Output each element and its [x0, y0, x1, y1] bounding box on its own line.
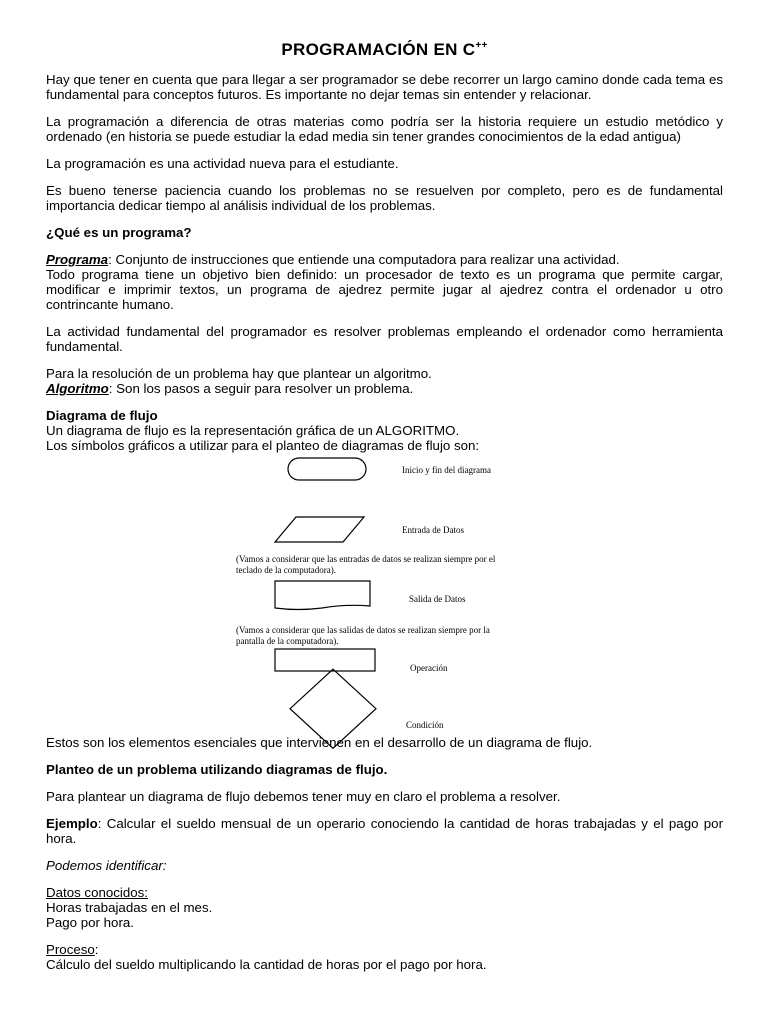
- diagrama-after: Estos son los elementos esenciales que intervienen en el desarrollo de un diagrama de flujo.: [46, 735, 593, 750]
- note-entrada-line2: teclado de la computadora).: [236, 565, 336, 575]
- label-operacion: Operación: [410, 663, 448, 673]
- flowchart-symbols-svg: [46, 453, 723, 730]
- label-salida: Salida de Datos: [409, 594, 466, 604]
- title-superscript: ++: [475, 40, 488, 51]
- ejemplo-paragraph: [46, 816, 723, 846]
- programa-explanation: Todo programa tiene un objetivo bien definido: un procesador de texto es un programa que permite cargar, modificar e imprimir textos, un programa de ajedrez permite jugar al ajedrez contra el ordenador u otro contrincante humano.: [46, 267, 723, 312]
- algoritmo-definition: [46, 381, 723, 396]
- ejemplo-text: : Calcular el sueldo mensual de un operario conociendo la cantidad de horas trabajadas y el pago por hora.: [46, 816, 723, 846]
- proceso-label: Proceso: [46, 942, 95, 957]
- algoritmo-term: Algoritmo: [46, 381, 109, 396]
- section-heading-que-es: ¿Qué es un programa?: [46, 225, 192, 240]
- dato-pago: Pago por hora.: [46, 915, 134, 930]
- datos-conocidos-label: Datos conocidos:: [46, 885, 148, 900]
- planteo-paragraph: Para plantear un diagrama de flujo debemos tener muy en claro el problema a resolver.: [46, 789, 561, 804]
- proceso-text: Cálculo del sueldo multiplicando la cantidad de horas por el pago por hora.: [46, 957, 487, 972]
- flowchart-symbols-figure: [46, 453, 723, 730]
- intro-paragraph-3: La programación es una actividad nueva para el estudiante.: [46, 156, 399, 171]
- page-title: [46, 40, 723, 60]
- section-heading-planteo: Planteo de un problema utilizando diagramas de flujo.: [46, 762, 388, 777]
- label-condicion: Condición: [406, 720, 444, 730]
- activity-paragraph: La actividad fundamental del programador es resolver problemas empleando el ordenador como herramienta fundamental.: [46, 324, 723, 354]
- process-rectangle-symbol: [275, 649, 375, 671]
- diagrama-line-2: Los símbolos gráficos a utilizar para el planteo de diagramas de flujo son:: [46, 438, 480, 453]
- proceso-label-line: [46, 942, 723, 957]
- terminal-symbol: [288, 458, 366, 480]
- label-inicio: Inicio y fin del diagrama: [402, 465, 491, 475]
- document-page: [46, 40, 723, 972]
- ejemplo-label: Ejemplo: [46, 816, 98, 831]
- programa-definition: [46, 252, 723, 267]
- programa-term: Programa: [46, 252, 109, 267]
- intro-paragraph-1: Hay que tener en cuenta que para llegar a ser programador se debe recorrer un largo camino donde cada tema es fundamental para conceptos futuros. Es importante no dejar temas sin entender y relacionar.: [46, 72, 723, 102]
- dato-horas: Horas trabajadas en el mes.: [46, 900, 213, 915]
- resolution-paragraph: Para la resolución de un problema hay que plantear un algoritmo.: [46, 366, 432, 381]
- intro-paragraph-4: Es bueno tenerse paciencia cuando los problemas no se resuelven por completo, pero es de fundamental importancia dedicar tiempo al análisis individual de los problemas.: [46, 183, 723, 213]
- note-salida-line2: pantalla de la computadora).: [236, 636, 339, 646]
- diagrama-line-1: Un diagrama de flujo es la representación gráfica de un ALGORITMO.: [46, 423, 460, 438]
- intro-paragraph-2: La programación a diferencia de otras materias como podría ser la historia requiere un estudio metódico y ordenado (en historia se puede estudiar la edad media sin tener grandes conocimientos de la edad antigua): [46, 114, 723, 144]
- note-salida-line1: (Vamos a considerar que las salidas de datos se realizan siempre por la: [236, 625, 490, 635]
- note-entrada-line1: (Vamos a considerar que las entradas de datos se realizan siempre por el: [236, 554, 496, 564]
- output-document-symbol: [275, 581, 370, 610]
- algoritmo-definition-text: : Son los pasos a seguir para resolver un problema.: [108, 381, 414, 396]
- section-heading-diagrama: Diagrama de flujo: [46, 408, 158, 423]
- label-entrada: Entrada de Datos: [402, 525, 464, 535]
- podemos-identificar: Podemos identificar:: [46, 858, 167, 873]
- proceso-colon: :: [94, 942, 99, 957]
- programa-definition-text: : Conjunto de instrucciones que entiende una computadora para realizar una actividad.: [108, 252, 620, 267]
- input-parallelogram-symbol: [275, 517, 364, 542]
- title-text: PROGRAMACIÓN EN C: [281, 40, 476, 59]
